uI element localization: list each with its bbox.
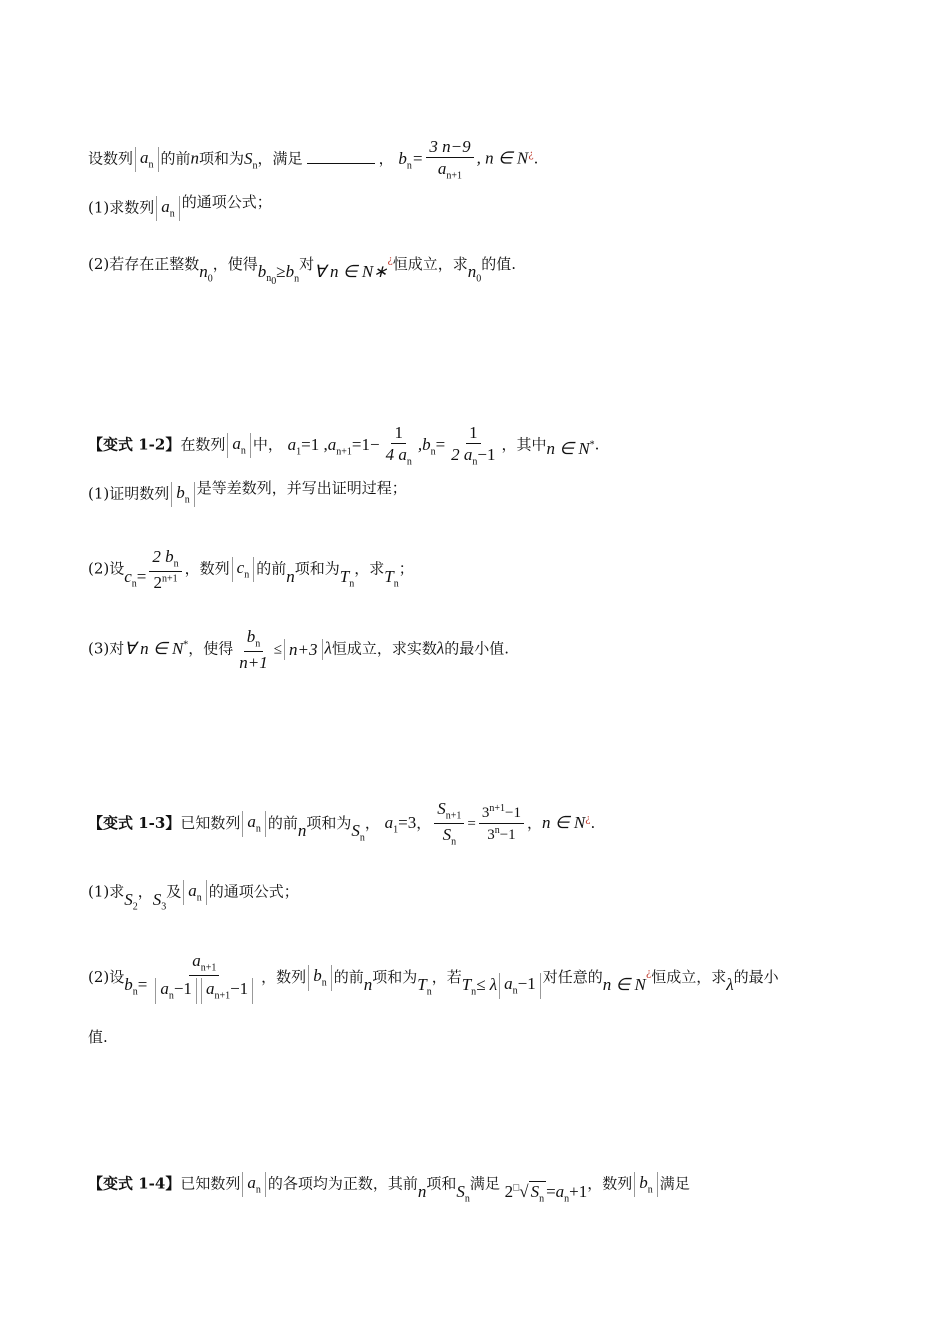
- variation-1-3-question-1: (1)求$S_2$，$S_3$及 $a_n$ 的通项公式；: [88, 881, 299, 913]
- problem-1-question-1: (1)求数列 $a_n$的通项公式；: [88, 192, 272, 220]
- variation-1-3-statement: 【变式 1-3】已知数列 $a_n$ 的前n项和为$S_n$， $a_1=3$， $\frac{S_{n+1}}{S_n}$ = $\frac{3^{n+1}-1}{3^n-1}$ ，n ∈ N¿.: [88, 799, 596, 848]
- variation-1-2-question-3: (3)对∀ n ∈ N*，使得 $\frac{b_n}{n+1}$ ≤ n+3 λ恒成立，求实数λ的最小值.: [88, 627, 510, 673]
- b-n-formula: $b_n=$: [398, 148, 424, 172]
- variation-1-2-statement: 【变式 1-2】在数列 $a_n$ 中， $a_1=1$ $,a_{n+1}=1-$ $\frac{1}{4 a_n}$ $,b_n=$ $\frac{1}{2 a_n-1}$ ，其中n ∈ N*.: [88, 423, 600, 468]
- fraction-bn: $\frac{3 n-9}{a_{n+1}}$: [426, 138, 473, 181]
- variation-1-3-question-2: (2)设$b_n=$ $\frac{a_{n+1}}{a_n-1 a_{n+1}-1}$ ，数列 $b_n$ 的前n项和为$T_n$，若$T_n\le \lambda$ $a_n-1$ 对任意的n ∈ N¿恒成立，求λ的最小: [88, 951, 779, 1002]
- variation-1-2-question-1: (1)证明数列 $b_n$是等差数列，并写出证明过程；: [88, 478, 407, 506]
- variation-label: 【变式 1-3】: [88, 813, 181, 832]
- garbled-glyph: ¿: [528, 149, 534, 161]
- seq-a-n: $a_n$: [135, 147, 159, 172]
- variation-1-3-question-2-wrap: 值.: [88, 1028, 108, 1046]
- fill-in-blank: [307, 163, 375, 164]
- problem-1-statement: 设数列 $a_n$ 的前n项和为$S_n$，满足 ， $b_n=$ $\frac{3 n-9}{a_{n+1}}$ , n ∈ N¿.: [88, 137, 539, 182]
- variation-label: 【变式 1-2】: [88, 435, 181, 454]
- problem-1-question-2: (2)若存在正整数$n_0$，使得$b_{n_0}\ge b_n$对∀ n ∈ N∗¿恒成立，求$n_0$的值.: [88, 255, 517, 288]
- variation-1-4-statement: 【变式 1-4】已知数列 $a_n$ 的各项均为正数，其前n项和$S_n$满足 2□√ $S_n =a_n+1$，数列 $b_n$ 满足: [88, 1173, 690, 1205]
- broken-root-index: □: [513, 1182, 520, 1194]
- sum-s-n: $S_n$: [244, 148, 258, 172]
- variation-label: 【变式 1-4】: [88, 1174, 181, 1193]
- variation-1-2-question-2: (2)设$c_n=$ $\frac{2 b_n}{2^{n+1}}$ ，数列 $c_n$ 的前n项和为$T_n$，求$T_n$；: [88, 547, 414, 593]
